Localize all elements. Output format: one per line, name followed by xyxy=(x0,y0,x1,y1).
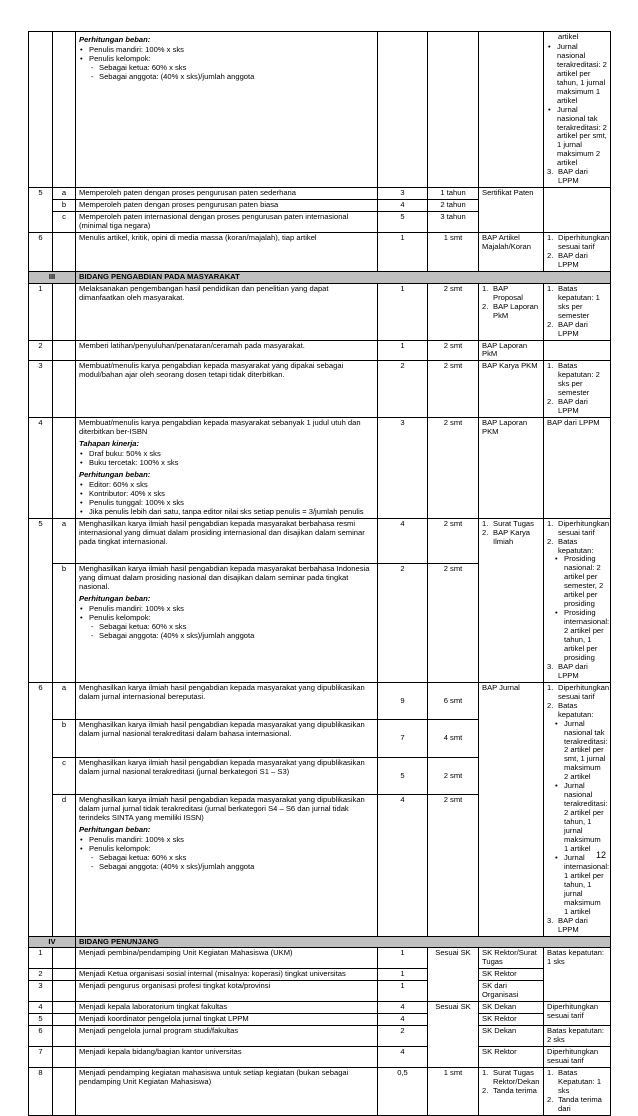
list-item: • Jurnal nasional terakreditasi: 2 artikel per tahun, 1 jurnal maksimum 1 artikel xyxy=(547,43,607,106)
table-row: 2 Memberi latihan/penyuluhan/penataran/ceramah pada masyarakat. 1 2 smt BAP Laporan PkM xyxy=(29,340,611,361)
list-item: - Sebagai ketua: 60% x sks xyxy=(91,64,374,73)
table-row: d Menghasilkan karya ilmiah hasil pengabdian kepada masyarakat yang dipublikasikan dalam jurnal jurnal tidak terakreditasi (jurnal berkategori S4 – S6 dan jurnal tidak terindeks SINTA yang memiliki ISSN) Perhitungan beban: • Penulis mandiri: 100% x sks • Penulis kelompok: - Sebagai ketua: 60% x sks - Sebagai anggota: (40% x sks)/jumlah anggota 4 2 smt xyxy=(29,795,611,936)
table-row: 6 Menulis artikel, kritik, opini di media massa (koran/majalah), tiap artikel 1 1 smt BAP Artikel Majalah/Koran 1. Diperhitungkan sesuai tarif 2. BAP dari LPPM xyxy=(29,233,611,272)
table-row: 3 Membuat/menulis karya pengabdian kepada masyarakat yang dipakai sebagai modul/bahan ajar oleh seorang dosen tetapi tidak diterbitkan. 2 2 smt BAP Karya PKM 1. Batas kepatutan: 2 sks per semester 2. BAP dari LPPM xyxy=(29,361,611,418)
workload-title: Perhitungan beban: xyxy=(79,35,151,44)
table-row: 4 Membuat/menulis karya pengabdian kepada masyarakat sebanyak 1 judul utuh dan diterbitkan ber-ISBN Tahapan kinerja: • Draf buku: 50% x sks • Buku tercetak: 100% x sks Perhitungan beban: • Editor: 60% x sks • Kontributor: 40% x sks • Penulis tunggal: 100% x sks • Jika penulis lebih dari satu, tanpa editor nilai sks setiap penulis = 3/jumlah penulis 3 2 smt BAP Laporan PKM BAP dari LPPM xyxy=(29,418,611,519)
table-row: 5 Menjadi koordinator pengelola jurnal tingkat LPPM 4 SK Rektor xyxy=(29,1014,611,1026)
table-row: b Memperoleh paten dengan proses pengurusan paten biasa 4 2 tahun xyxy=(29,200,611,212)
table-row: c Memperoleh paten internasional dengan proses pengurusan paten internasional (minimal tiga negara) 5 3 tahun xyxy=(29,212,611,233)
table-row: 6 Menjadi pengelola jurnal program studi/fakultas 2 SK Dekan Batas kepatutan: 2 sks xyxy=(29,1026,611,1047)
table-row xyxy=(29,32,611,188)
list-item: • Penulis kelompok: xyxy=(79,55,374,64)
list-item: • Jurnal nasional tak terakreditasi: 2 artikel per smt, 1 jurnal maksimum 2 artikel xyxy=(547,106,607,169)
table-row: 7 Menjadi kepala bidang/bagian kantor universitas 4 SK Rektor Diperhitungkan sesuai tarif xyxy=(29,1047,611,1068)
section-header: IV BIDANG PENUNJANG xyxy=(29,936,611,948)
table-row: 2 Menjadi Ketua organisasi sosial internal (misalnya: koperasi) tingkat universitas 1 SK Rektor xyxy=(29,969,611,981)
table-row: c Menghasilkan karya ilmiah hasil pengabdian kepada masyarakat yang dipublikasikan dalam jurnal nasional terakreditasi (jurnal berkategori S1 – S3) 5 2 smt xyxy=(29,757,611,795)
table-row: 3 Menjadi pengurus organisasi profesi tingkat kota/provinsi 1 SK dari Organisasi xyxy=(29,981,611,1002)
table-row: b Menghasilkan karya ilmiah hasil pengabdian kepada masyarakat berbahasa Indonesia yang dimuat dalam prosiding nasional dan disajikan dalam seminar pada tingkat nasional. Perhitungan beban: • Penulis mandiri: 100% x sks • Penulis kelompok: - Sebagai ketua: 60% x sks - Sebagai anggota: (40% x sks)/jumlah anggota 2 2 smt xyxy=(29,563,611,682)
activity-table xyxy=(28,31,611,1116)
workload-cell xyxy=(76,32,378,188)
table-row: 1 Menjadi pembina/pendamping Unit Kegiatan Mahasiswa (UKM) 1 Sesuai SK SK Rektor/Surat Tugas Batas kepatutan: 1 sks xyxy=(29,948,611,969)
table-row: 8 Menjadi pendamping kegiatan mahasiswa untuk setiap kegiatan (bukan sebagai pendamping Unit Kegiatan Mahasiswa) 0,5 1 smt 1. Surat Tugas Rektor/Dekan 2. Tanda terima 1. Batas Kepatutan: 1 sks 2. Tanda terima dari xyxy=(29,1067,611,1115)
table-row: 1 Melaksanakan pengembangan hasil pendidikan dan penelitian yang dapat dimanfaatkan oleh masyarakat. 1 2 smt 1. BAP Proposal 2. BAP Laporan PkM 1. Batas kepatutan: 1 sks per semester 2. BAP dari LPPM xyxy=(29,283,611,340)
table-row: 4 Menjadi kepala laboratorium tingkat fakultas 4 Sesuai SK SK Dekan Diperhitungkan sesuai tarif xyxy=(29,1002,611,1014)
table-row: b Menghasilkan karya ilmiah hasil pengabdian kepada masyarakat yang dipublikasikan dalam jurnal nasional terakreditasi dalam bahasa internasional. 7 4 smt xyxy=(29,720,611,758)
list-item: • Penulis mandiri: 100% x sks xyxy=(79,46,374,55)
section-header: III BIDANG PENGABDIAN PADA MASYARAKAT xyxy=(29,271,611,283)
notes-cell: artikel • Jurnal nasional terakreditasi: 2 artikel per tahun, 1 jurnal maksimum 1 artikel • Jurnal nasional tak terakreditasi: 2 artikel per smt, 1 jurnal maksimum 2 artikel 3. BAP dari LPPM xyxy=(544,32,611,188)
table-row: 6 a Menghasilkan karya ilmiah hasil pengabdian kepada masyarakat yang dipublikasikan dalam jurnal internasional bereputasi. 9 6 smt BAP Jurnal 1. Diperhitungkan sesuai tarif 2. Batas kepatutan: • Jurnal nasional tak terakreditasi: 2 artikel per smt, 1 jurnal maksimum 2 artikel • Jurnal nasional terakreditasi: 2 artikel per tahun, 1 jurnal maksimum 1 artikel • Jurnal internasional: 1 artikel per tahun, 1 jurnal maksimum 1 artikel 3. BAP dari LPPM xyxy=(29,682,611,720)
table-row: 5 a Menghasilkan karya ilmiah hasil pengabdian kepada masyarakat berbahasa resmi internasional yang dimuat dalam prosiding internasional dan disajikan dalam seminar pada tingkat internasional. 4 2 smt 1. Surat Tugas 2. BAP Karya Ilmiah 1. Diperhitungkan sesuai tarif 2. Batas kepatutan: • Prosiding nasional: 2 artikel per semester, 2 artikel per prosiding • Prosiding internasional: 2 artikel per tahun, 1 artikel per prosiding 3. BAP dari LPPM xyxy=(29,518,611,563)
page-number: 12 xyxy=(596,850,607,860)
list-item: - Sebagai anggota: (40% x sks)/jumlah anggota xyxy=(91,73,374,82)
table-row: 5 a Memperoleh paten dengan proses pengurusan paten sederhana 3 1 tahun Sertifikat Paten xyxy=(29,188,611,200)
